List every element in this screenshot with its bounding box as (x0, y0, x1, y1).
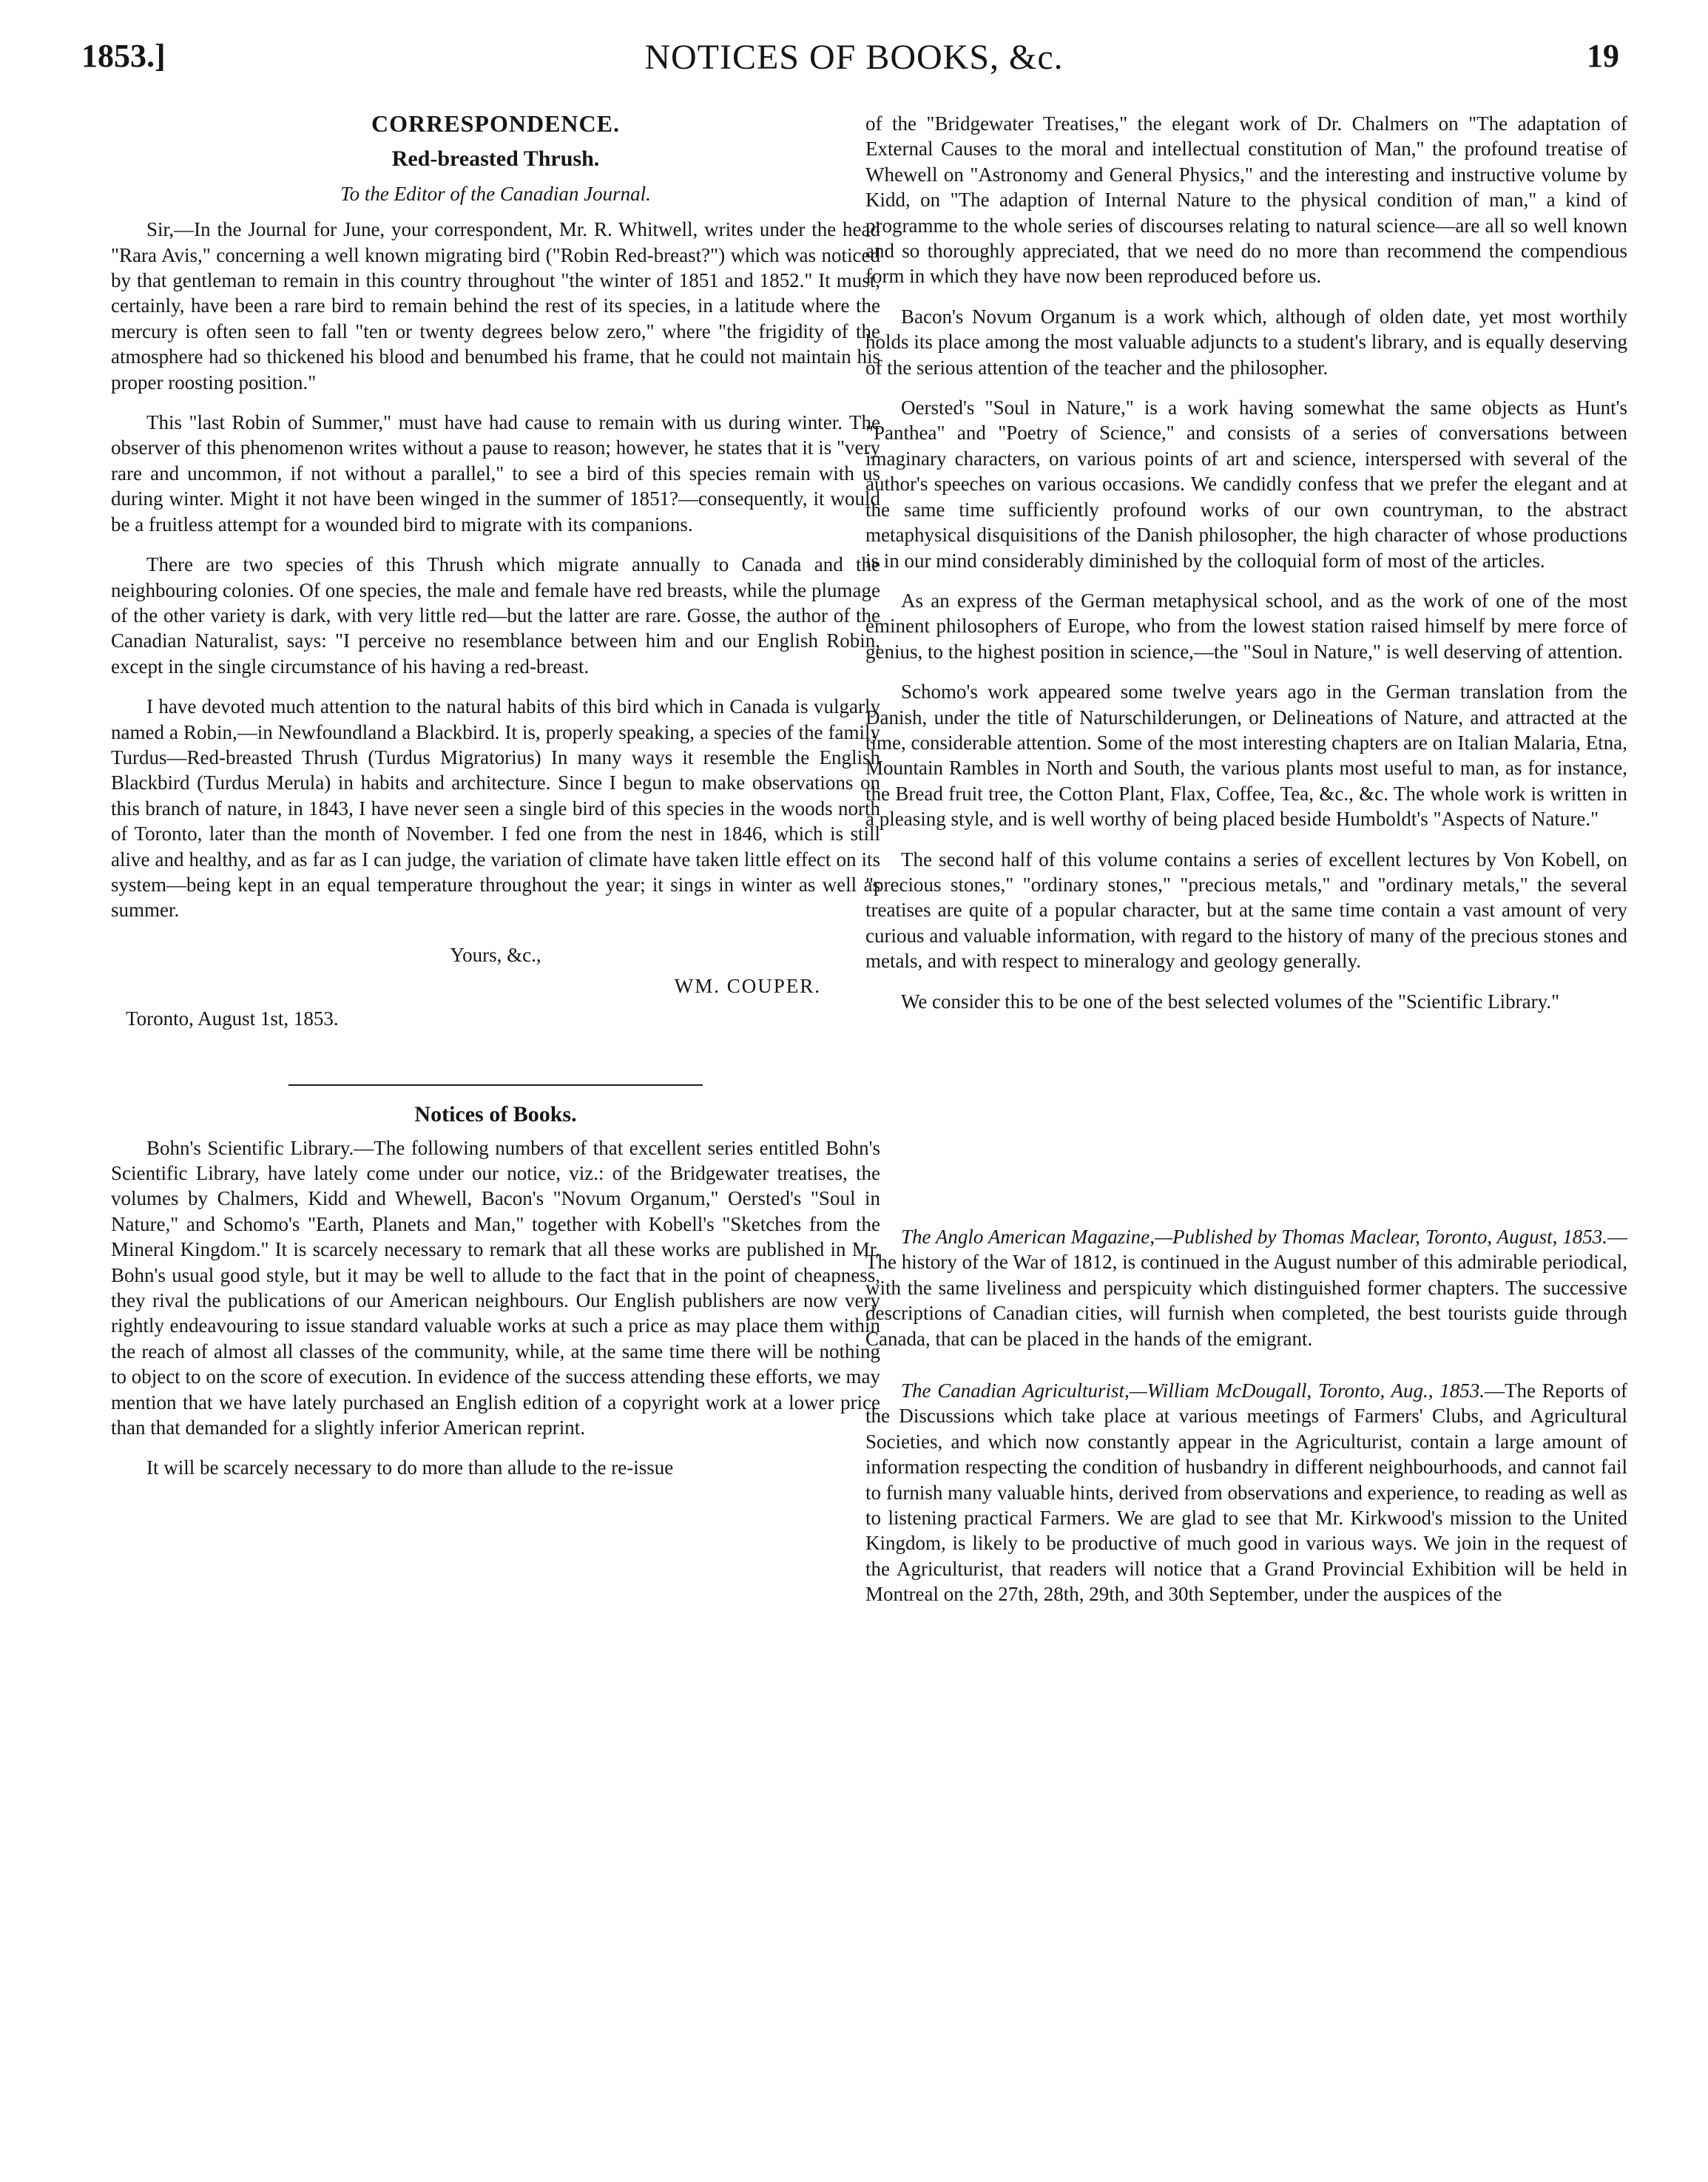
notice-paragraph: It will be scarcely necessary to do more than allude to the re-issue (146, 1456, 674, 1479)
letter-place-date: Toronto, August 1st, 1853. (126, 1007, 339, 1030)
magazine-notice (865, 1224, 1627, 1351)
magazine-notice-body: —The history of the War of 1812, is continued in the August number of this admirable periodical, with the same liveliness and perspicuity which distinguished former chapters. The successive descriptions of Canadian cities, will furnish when completed, the best tourists guide through Canada, that can be placed in the hands of the emigrant. (865, 1226, 1627, 1350)
article-title: Red-breasted Thrush. (391, 146, 600, 172)
notice-paragraph: Bohn's Scientific Library.—The following numbers of that excellent series entitled Bohn's Scientific Library, have lately come under our notice, viz.: of the Bridgewater treatises, the volumes by Chalmers, Kidd and Whewell, Bacon's "Novum Organum," Oersted's "Soul in Nature," and Schomo's "Earth, Planets and Man," together with Kobell's "Sketches from the Mineral Kingdom." It is scarcely necessary to remark that all these works are published in Mr. Bohn's usual good style, but it may be well to allude to the fact that in the point of cheapness, they rival the publications of our American neighbours. Our English publishers are now very rightly endeavouring to issue standard valuable works at such a price as may place them within the reach of almost all classes of the community, while, at the same time there will be nothing to object to on the score of execution. In evidence of the success attending these efforts, we may mention that we have lately purchased an English edition of a copyright work at a lower price than that demanded for a slightly inferior American reprint. (111, 1136, 880, 1439)
letter-paragraph: There are two species of this Thrush which migrate annually to Canada and the neighbouring colonies. Of one species, the male and female have red breasts, while the plumage of the other variety is dark, with very little red—but the latter are rare. Gosse, the author of the Canadian Naturalist, says: "I perceive no resemblance between him and our English Robin, except in the single circumstance of his having a red-breast. (111, 553, 880, 678)
running-head (0, 37, 1708, 89)
notice-paragraph: We consider this to be one of the best selected volumes of the "Scientific Library." (901, 990, 1560, 1013)
header-title: NOTICES OF BOOKS, &c. (644, 38, 1064, 77)
notice-paragraph: The second half of this volume contains a series of excellent lectures by Von Kobell, on "precious stones," "ordinary stones," "precious metals," and "ordinary metals," the several treatises are quite of a popular character, but at the same time contain a vast amount of very curious and valuable information, with regard to the history of many of the precious stones and metals, and with respect to mineralogy and geology generally. (865, 848, 1627, 973)
notice-paragraph: Bacon's Novum Organum is a work which, although of olden date, yet most worthily holds its place among the most valuable adjuncts to a student's library, and is equally deserving of the serious attention of the teacher and the philosopher. (865, 305, 1627, 379)
agriculturist-notice (865, 1378, 1627, 1607)
notice-paragraph: As an express of the German metaphysical school, and as the work of one of the most eminent philosophers of Europe, who from the lowest station raised himself by mere force of genius, to the highest position in science,—the "Soul in Nature," is well deserving of attention. (865, 589, 1627, 663)
letter-signature: WM. COUPER. (674, 975, 821, 998)
correspondence-heading: CORRESPONDENCE. (371, 110, 620, 137)
notice-paragraph: Schomo's work appeared some twelve years ago in the German translation from the Danish, under the title of Naturschilderungen, or Delineations of Nature, and attracted at the time, considerable attention. Some of the most interesting chapters are on Italian Malaria, Etna, Mountain Rambles in North and South, the various plants most useful to man, as for instance, the Bread fruit tree, the Cotton Plant, Flax, Coffee, Tea, &c., &c. The whole work is written in a pleasing style, and is well worthy of being placed beside Humboldt's "Aspects of Nature." (865, 680, 1627, 831)
notice-paragraph: of the "Bridgewater Treatises," the elegant work of Dr. Chalmers on "The adaptation of External Causes to the moral and intellectual constitution of Man," the profound treatise of Whewell on "Astronomy and General Physics," and the interesting and instructive volume by Kidd, on "The adaption of Internal Nature to the physical condition of man," a kind of programme to the whole series of discourses relating to natural science—are all so well known and so thoroughly appreciated, that we need do no more than recommend the compendious form in which they have now been reproduced before us. (865, 112, 1627, 288)
header-year: 1853.] (81, 38, 166, 74)
agriculturist-notice-head: The Canadian Agriculturist,—William McDougall, Toronto, Aug., 1853. (901, 1379, 1485, 1402)
section-divider (288, 1084, 703, 1086)
letter-closing: Yours, &c., (450, 943, 541, 966)
right-column (865, 111, 1627, 1029)
signature-block (111, 973, 880, 1040)
letter-paragraph: Sir,—In the Journal for June, your correspondent, Mr. R. Whitwell, writes under the head "Rara Avis," concerning a well known migrating bird ("Robin Red-breast?") which was noticed by that gentleman to remain in this country throughout "the winter of 1851 and 1852." It must, certainly, have been a rare bird to remain behind the rest of its species, in a latitude where the mercury is often seen to fall "ten or twenty degrees below zero," where "the frigidity of the atmosphere had so thickened his blood and benumbed his frame, that he could not maintain his proper roosting position." (111, 218, 880, 393)
letter-paragraph: I have devoted much attention to the natural habits of this bird which in Canada is vulgarly named a Robin,—in Newfoundland a Blackbird. It is, properly speaking, a species of the family Turdus—Red-breasted Thrush (Turdus Migratorius) In many ways it resemble the English Blackbird (Turdus Merula) in habits and architecture. Since I begun to make observations on this branch of nature, in 1843, I have never seen a single bird of this species in the woods north of Toronto, later than the month of November. I fed one from the nest in 1846, which is still alive and healthy, and as far as I can judge, the variation of climate have taken little effect on its system—being kept in an equal temperature throughout the year; it sings in winter as well as summer. (111, 695, 880, 922)
page-number: 19 (1587, 38, 1619, 74)
left-column (111, 111, 880, 1496)
notices-heading: Notices of Books. (414, 1102, 577, 1127)
letter-paragraph: This "last Robin of Summer," must have had cause to remain with us during winter. The observer of this phenomenon writes without a pause to reason; however, he states that it is "very rare and uncommon, if not without a parallel," to see a bird of this species remain with us during winter. Might it not have been winged in the summer of 1851?—consequently, it would be a fruitless attempt for a wounded bird to migrate with its companions. (111, 411, 880, 536)
right-column-lower (865, 1224, 1627, 1622)
magazine-notice-head: The Anglo American Magazine,—Published by Thomas Maclear, Toronto, August, 1853. (901, 1226, 1607, 1248)
agriculturist-notice-body: —The Reports of the Discussions which take place at various meetings of Farmers' Clubs, and Agricultural Societies, and which now constantly appear in the Agriculturist, contain a large amount of information respecting the condition of husbandry in different neighbourhoods, and cannot fail to furnish many valuable hints, derived from observations and experience, to reading as well as to listening practical Farmers. We are glad to see that Mr. Kirkwood's mission to the United Kingdom, is likely to be productive of much good in various ways. We join in the request of the Agriculturist, that readers will notice that a Grand Provincial Exhibition will be held in Montreal on the 27th, 28th, 29th, and 30th September, under the auspices of the (865, 1379, 1627, 1606)
letter-address: To the Editor of the Canadian Journal. (340, 182, 651, 205)
notice-paragraph: Oersted's "Soul in Nature," is a work having somewhat the same objects as Hunt's "Panthea" and "Poetry of Science," and consists of a series of conversations between imaginary characters, on various points of art and science, interspersed with several of the author's speeches on various occasions. We candidly confess that we prefer the elegant and at the same time sufficiently profound works of our own countryman, to the abstract metaphysical disquisitions of the Danish philosopher, the high character of whose productions is in our mind considerably diminished by the colloquial form of most of the articles. (865, 396, 1627, 572)
